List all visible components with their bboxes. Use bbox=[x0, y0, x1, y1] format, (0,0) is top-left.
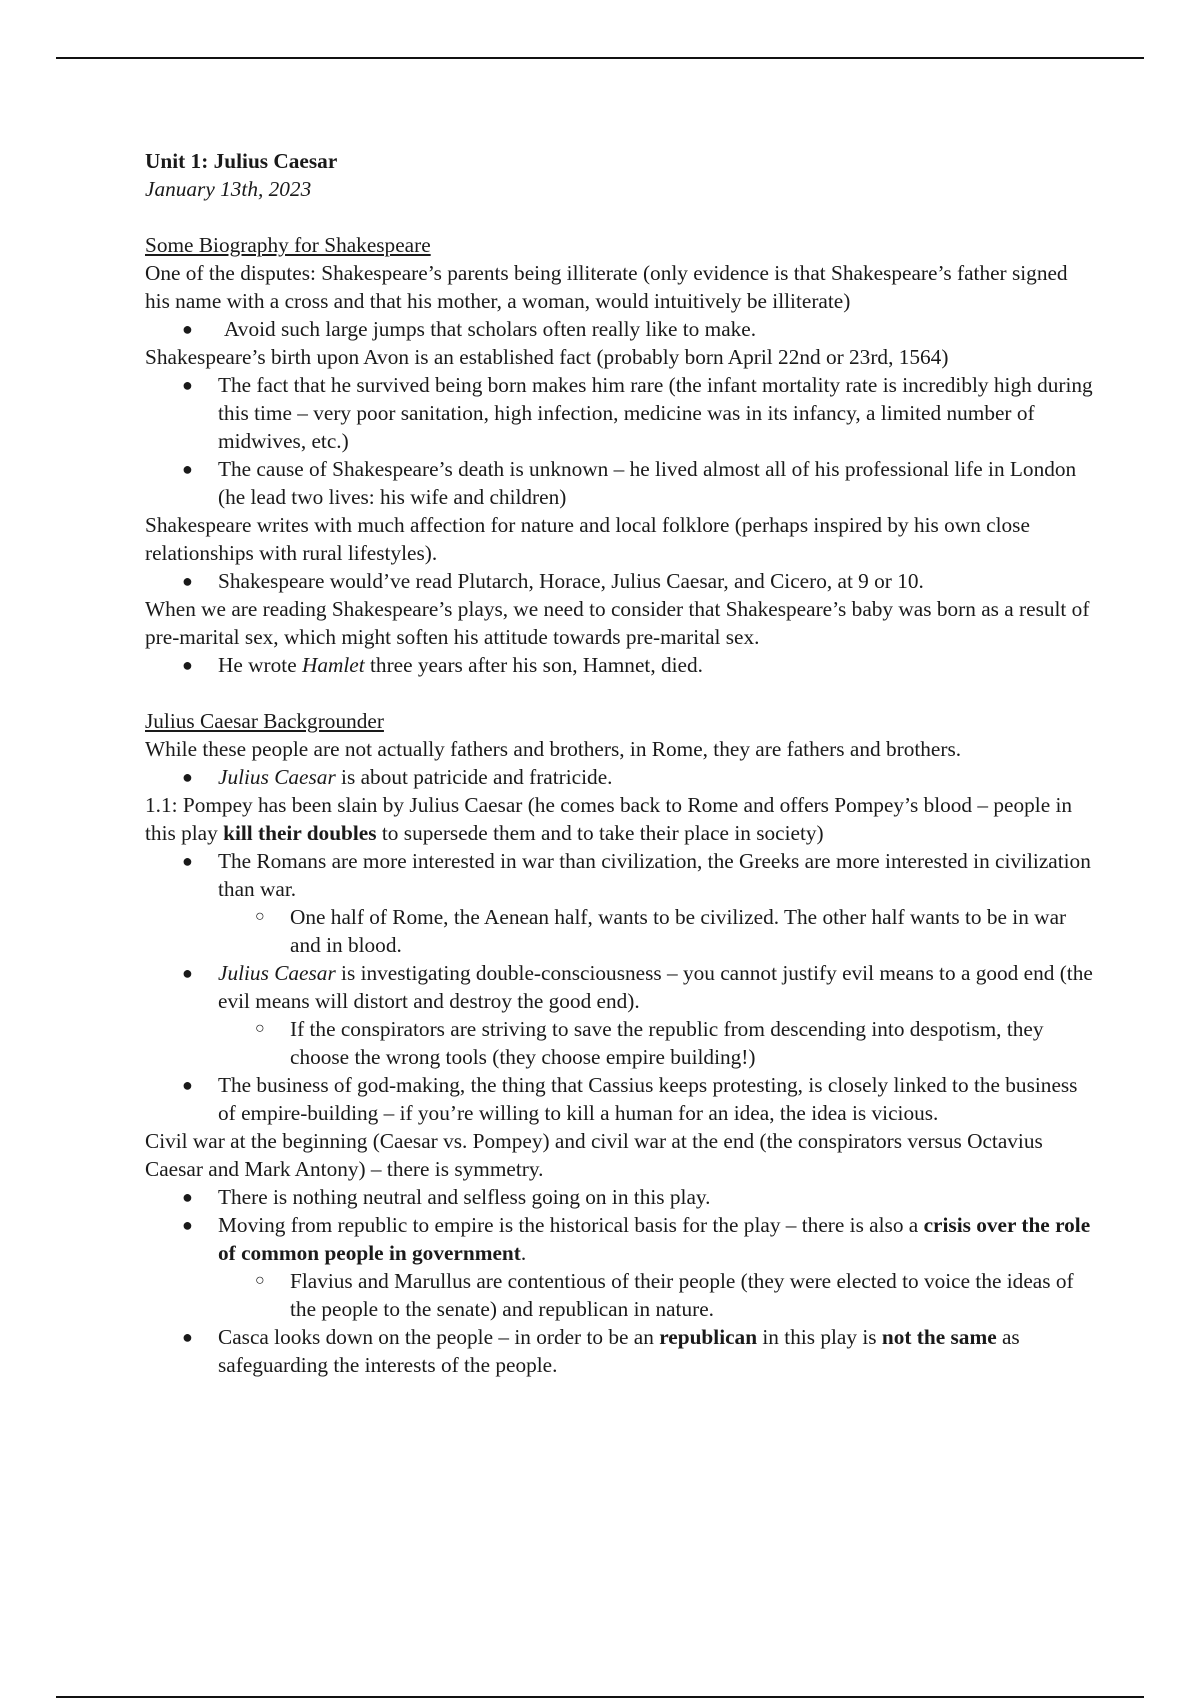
bullet-text-pre: Casca looks down on the people – in order to be an bbox=[218, 1325, 660, 1349]
paragraph bbox=[145, 791, 1095, 847]
bullet-circle-icon: ○ bbox=[255, 1020, 265, 1037]
paragraph: Civil war at the beginning (Caesar vs. Pompey) and civil war at the end (the conspirators versus Octavius Caesar and Mark Antony) – there is symmetry. bbox=[145, 1129, 1043, 1181]
bullet-text-post: as safeguarding the interests of the people. bbox=[218, 1325, 1020, 1377]
bullet-item bbox=[145, 1323, 1095, 1379]
bullet-item bbox=[145, 1183, 1095, 1211]
bullet-disc-icon: ● bbox=[182, 963, 193, 983]
bullet-text-bold: crisis over the role of common people in government bbox=[218, 1213, 1091, 1265]
bullet-item bbox=[145, 847, 1095, 903]
bullet-text: Shakespeare would’ve read Plutarch, Horace, Julius Caesar, and Cicero, at 9 or 10. bbox=[218, 569, 924, 593]
document-page bbox=[145, 147, 1095, 1379]
paragraph-text-pre: 1.1: Pompey has been slain by Julius Caesar (he comes back to Rome and offers Pompey’s blood – people in this play bbox=[145, 793, 1073, 845]
bullet-disc-icon: ● bbox=[182, 655, 193, 675]
bullet-disc-icon: ● bbox=[182, 319, 193, 339]
bullet-item bbox=[145, 651, 1095, 679]
sub-bullet-item bbox=[145, 903, 1095, 959]
bullet-circle-icon: ○ bbox=[255, 1272, 265, 1289]
bullet-item bbox=[145, 371, 1095, 455]
sub-bullet-item bbox=[145, 1267, 1095, 1323]
paragraph: One of the disputes: Shakespeare’s parents being illiterate (only evidence is that Shakespeare’s father signed his name with a cross and that his mother, a woman, would intuitively be illiterate) bbox=[145, 261, 1068, 313]
bullet-text: Avoid such large jumps that scholars often really like to make. bbox=[224, 317, 757, 341]
bullet-circle-icon: ○ bbox=[255, 908, 265, 925]
bullet-item bbox=[145, 763, 1095, 791]
paragraph-text-post: to supersede them and to take their place in society) bbox=[376, 821, 824, 845]
bullet-text-italic: Julius Caesar bbox=[218, 765, 336, 789]
bullet-text-bold: not the same bbox=[881, 1325, 997, 1349]
bullet-text: The business of god-making, the thing that Cassius keeps protesting, is closely linked to the business of empire-building – if you’re willing to kill a human for an idea, the idea is vicious. bbox=[218, 1073, 1078, 1125]
bullet-disc-icon: ● bbox=[182, 1327, 193, 1347]
bullet-text-italic: Hamlet bbox=[301, 653, 365, 677]
spacer bbox=[145, 679, 1095, 707]
bullet-item bbox=[145, 1071, 1095, 1127]
bullet-disc-icon: ● bbox=[182, 375, 193, 395]
sub-bullet-text: Flavius and Marullus are contentious of their people (they were elected to voice the ideas of the people to the senate) and republican in nature. bbox=[290, 1269, 1074, 1321]
bullet-item bbox=[145, 315, 1095, 343]
bullet-text: The cause of Shakespeare’s death is unknown – he lived almost all of his professional life in London (he lead two lives: his wife and children) bbox=[218, 457, 1077, 509]
top-rule bbox=[56, 57, 1144, 59]
bullet-item bbox=[145, 567, 1095, 595]
bullet-disc-icon: ● bbox=[182, 1187, 193, 1207]
bullet-text-bold: republican bbox=[659, 1325, 758, 1349]
sub-bullet-item bbox=[145, 1015, 1095, 1071]
bullet-text-pre: Moving from republic to empire is the historical basis for the play – there is also a bbox=[218, 1213, 924, 1237]
bullet-text-pre: He wrote bbox=[218, 653, 302, 677]
bullet-text: The fact that he survived being born makes him rare (the infant mortality rate is incredibly high during this time – very poor sanitation, high infection, medicine was in its infancy, a limited number of midwives, etc.) bbox=[218, 373, 1093, 453]
bullet-text-italic: Julius Caesar bbox=[218, 961, 336, 985]
bullet-disc-icon: ● bbox=[182, 1075, 193, 1095]
spacer bbox=[145, 203, 1095, 231]
bullet-text-post: three years after his son, Hamnet, died. bbox=[364, 653, 703, 677]
paragraph: Shakespeare’s birth upon Avon is an established fact (probably born April 22nd or 23rd, 1564) bbox=[145, 345, 949, 369]
bullet-item bbox=[145, 959, 1095, 1015]
bullet-item bbox=[145, 1211, 1095, 1267]
bullet-text-post: is investigating double-consciousness – you cannot justify evil means to a good end (the evil means will distort and destroy the good end). bbox=[218, 961, 1093, 1013]
paragraph-text-bold: kill their doubles bbox=[223, 821, 377, 845]
sub-bullet-text: One half of Rome, the Aenean half, wants to be civilized. The other half wants to be in war and in blood. bbox=[290, 905, 1067, 957]
document-title: Unit 1: Julius Caesar bbox=[145, 149, 338, 173]
bullet-text: There is nothing neutral and selfless going on in this play. bbox=[218, 1185, 711, 1209]
section-heading-biography: Some Biography for Shakespeare bbox=[145, 233, 431, 257]
bottom-rule bbox=[56, 1696, 1144, 1698]
bullet-disc-icon: ● bbox=[182, 851, 193, 871]
bullet-text-post: is about patricide and fratricide. bbox=[335, 765, 613, 789]
bullet-disc-icon: ● bbox=[182, 1215, 193, 1235]
bullet-disc-icon: ● bbox=[182, 571, 193, 591]
paragraph: When we are reading Shakespeare’s plays, we need to consider that Shakespeare’s baby was born as a result of pre-marital sex, which might soften his attitude towards pre-marital sex. bbox=[145, 597, 1090, 649]
bullet-text-post: . bbox=[520, 1241, 527, 1265]
sub-bullet-text: If the conspirators are striving to save the republic from descending into despotism, they choose the wrong tools (they choose empire building!) bbox=[290, 1017, 1044, 1069]
paragraph: While these people are not actually fathers and brothers, in Rome, they are fathers and brothers. bbox=[145, 737, 962, 761]
bullet-text-mid: in this play is bbox=[757, 1325, 882, 1349]
bullet-item bbox=[145, 455, 1095, 511]
bullet-text: The Romans are more interested in war than civilization, the Greeks are more interested in civilization than war. bbox=[218, 849, 1091, 901]
paragraph: Shakespeare writes with much affection for nature and local folklore (perhaps inspired by his own close relationships with rural lifestyles). bbox=[145, 513, 1030, 565]
section-heading-backgrounder: Julius Caesar Backgrounder bbox=[145, 709, 384, 733]
document-date: January 13th, 2023 bbox=[145, 177, 312, 201]
bullet-disc-icon: ● bbox=[182, 459, 193, 479]
bullet-disc-icon: ● bbox=[182, 767, 193, 787]
